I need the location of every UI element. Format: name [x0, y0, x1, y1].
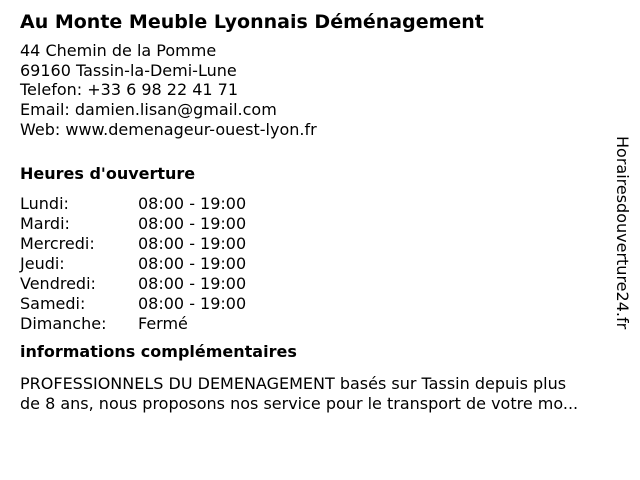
address-city: 69160 Tassin-la-Demi-Lune [20, 60, 237, 80]
hours-time: 08:00 - 19:00 [138, 293, 247, 313]
hours-day: Lundi: [20, 193, 69, 213]
phone-number: Telefon: +33 6 98 22 41 71 [20, 80, 239, 100]
info-description [20, 374, 630, 414]
contact-block [20, 42, 620, 139]
hours-time: 08:00 - 19:00 [138, 273, 247, 293]
email-address: Email: damien.lisan@gmail.com [20, 100, 277, 120]
hours-day: Samedi: [20, 293, 86, 313]
hours-time: Fermé [138, 313, 188, 333]
hours-time: 08:00 - 19:00 [138, 233, 247, 253]
hours-time: 08:00 - 19:00 [138, 253, 247, 273]
hours-day: Dimanche: [20, 313, 107, 333]
hours-day: Vendredi: [20, 273, 96, 293]
hours-row-mercredi [20, 234, 620, 254]
site-watermark: Horairesdouverture24.fr [613, 136, 632, 330]
hours-row-samedi [20, 294, 620, 314]
info-line-1: PROFESSIONNELS DU DEMENAGEMENT basés sur Tassin depuis plus [20, 373, 567, 393]
hours-row-mardi [20, 214, 620, 234]
address-street: 44 Chemin de la Pomme [20, 41, 217, 60]
hours-row-dimanche [20, 314, 620, 334]
hours-time: 08:00 - 19:00 [138, 193, 247, 213]
business-card [20, 8, 620, 414]
info-heading: informations complémentaires [20, 341, 297, 361]
info-line-2: de 8 ans, nous proposons nos service pour le transport de votre mo... [20, 393, 579, 413]
website: Web: www.demenageur-ouest-lyon.fr [20, 119, 317, 139]
hours-row-jeudi [20, 254, 620, 274]
hours-day: Mercredi: [20, 233, 95, 253]
hours-table [20, 194, 620, 334]
business-name: Au Monte Meuble Lyonnais Déménagement [20, 11, 484, 33]
hours-row-lundi [20, 194, 620, 214]
hours-heading: Heures d'ouverture [20, 163, 196, 183]
hours-day: Jeudi: [20, 253, 65, 273]
hours-time: 08:00 - 19:00 [138, 213, 247, 233]
hours-day: Mardi: [20, 213, 70, 233]
hours-row-vendredi [20, 274, 620, 294]
